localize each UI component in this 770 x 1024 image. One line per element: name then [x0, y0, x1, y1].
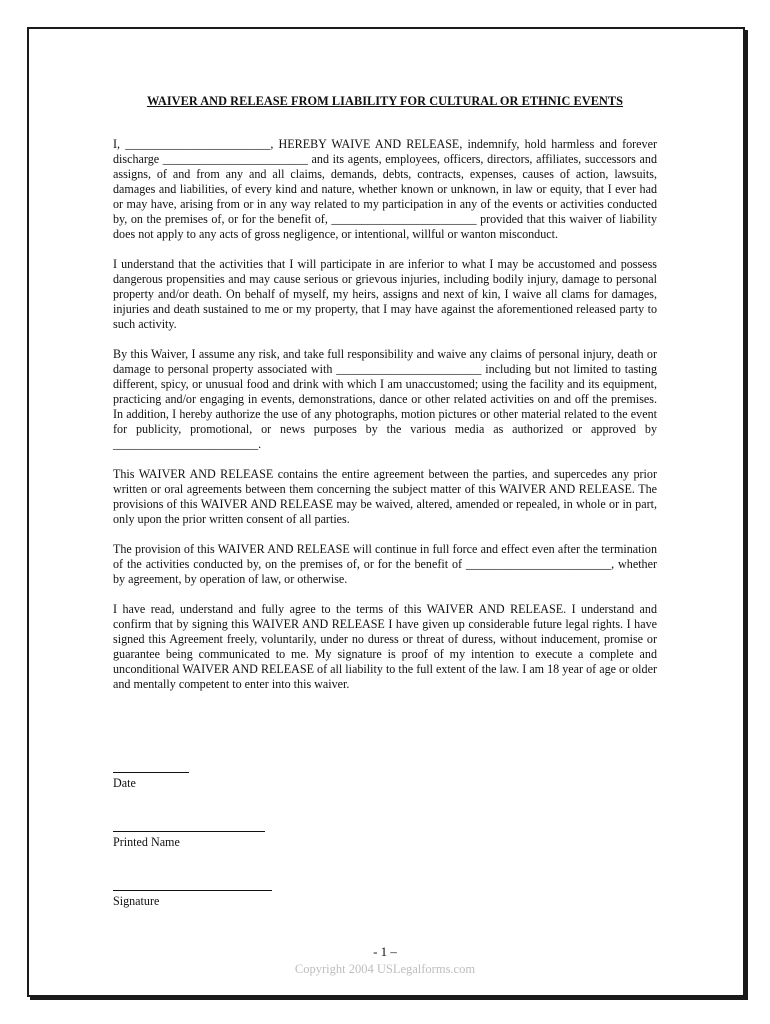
- paragraph-survival: The provision of this WAIVER AND RELEASE will continue in full force and effect even after the termination of the activities conducted by, on the premises of, or for the benefit of ________________________, whether by agreement, by operation of law, or otherwise.: [113, 542, 657, 586]
- paragraph-assume-risk: By this Waiver, I assume any risk, and take full responsibility and waive any claims of personal injury, death or damage to personal property associated with ________________________ including but not limited to tasting different, spicy, or unusual food and drink with which I am unaccustomed; using the facility and its equipment, practicing and/or engaging in events, demonstrations, dance or other related activities on and off the premises. In addition, I hereby authorize the use of any photographs, motion pictures or other material related to the event for publicity, promotional, or news purposes by the various media as authorized or approved by ________________________.: [113, 347, 657, 451]
- date-label: Date: [113, 776, 136, 790]
- paragraph-waiver: I, ________________________, HEREBY WAIVE AND RELEASE, indemnify, hold harmless and forever discharge ________________________ and its agents, employees, officers, directors, affiliates, successors and assigns, of and from any and all claims, demands, debts, contracts, expenses, causes of action, lawsuits, damages and liabilities, of every kind and nature, whether known or unknown, in law or equity, that I ever had or may have, arising from or in any way related to my participation in any of the events or activities conducted by, on the premises of, or for the benefit of, ________________________ provided that this waiver of liability does not apply to any acts of gross negligence, or intentional, willful or wanton misconduct.: [113, 137, 657, 241]
- signature-label: Signature: [113, 894, 160, 908]
- copyright-watermark: Copyright 2004 USLegalforms.com: [294, 962, 476, 976]
- printed-name-label: Printed Name: [113, 835, 180, 849]
- printed-name-block: [113, 822, 265, 850]
- paragraph-entire-agreement: This WAIVER AND RELEASE contains the entire agreement between the parties, and supercedes any prior written or oral agreements between them concerning the subject matter of this WAIVER AND RELEASE. The provisions of this WAIVER AND RELEASE may be waived, altered, amended or repealed, in whole or in part, only upon the prior written consent of all parties.: [113, 467, 657, 526]
- paragraph-acknowledgement: I have read, understand and fully agree to the terms of this WAIVER AND RELEASE. I understand and confirm that by signing this WAIVER AND RELEASE I have given up considerable future legal rights. I have signed this Agreement freely, voluntarily, under no duress or threat of duress, without inducement, promise or guarantee being communicated to me. My signature is proof of my intention to execute a complete and unconditional WAIVER AND RELEASE of all liability to the full extent of the law. I am 18 year of age or older and mentally competent to enter into this waiver.: [113, 602, 657, 691]
- date-signature-block: [113, 763, 189, 791]
- document-body: [113, 137, 657, 707]
- signature-block: [113, 881, 272, 909]
- document-title: WAIVER AND RELEASE FROM LIABILITY FOR CULTURAL OR ETHNIC EVENTS: [146, 94, 624, 108]
- paragraph-risks: I understand that the activities that I will participate in are inferior to what I may be accustomed and possess dangerous propensities and may cause serious or grievous injuries, including bodily injury, damage to personal property and/or death. On behalf of myself, my heirs, assigns and next of kin, I waive all clams for damages, injuries and death sustained to me or my property, that I may have against the aforementioned released party to such activity.: [113, 257, 657, 331]
- page-number: - 1 –: [373, 944, 397, 959]
- date-line[interactable]: [113, 763, 189, 773]
- signature-line[interactable]: [113, 881, 272, 891]
- printed-name-line[interactable]: [113, 822, 265, 832]
